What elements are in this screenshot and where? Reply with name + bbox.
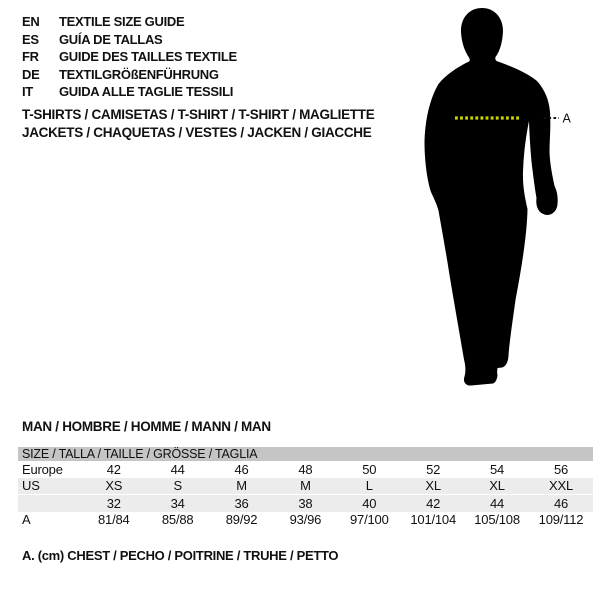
size-cell: 36 (210, 495, 274, 512)
language-label: GUÍA DE TALLAS (59, 31, 163, 47)
row-label-europe: Europe (22, 461, 63, 477)
table-row-numeric (18, 495, 593, 512)
size-table-header-row (18, 447, 593, 461)
garment-category-block (22, 106, 374, 142)
size-cell: L (337, 478, 401, 495)
size-cell: 85/88 (161, 512, 194, 528)
language-label: GUIDE DES TAILLES TEXTILE (59, 49, 237, 65)
size-cell: 56 (553, 461, 569, 477)
size-cell: M (210, 478, 274, 495)
size-cell: 93/96 (289, 512, 322, 528)
table-row-chest-a (18, 512, 593, 529)
size-cell: 81/84 (98, 512, 130, 528)
language-code: EN (22, 14, 40, 29)
size-cell: XL (465, 478, 529, 495)
size-cell: 34 (146, 495, 210, 512)
language-code: FR (22, 49, 39, 65)
size-cell: XS (82, 478, 146, 495)
row-label-us: US (18, 478, 82, 495)
language-label: GUIDA ALLE TAGLIE TESSILI (59, 84, 234, 100)
language-row-en (22, 13, 237, 31)
size-cell: 38 (274, 495, 338, 512)
size-cell: 44 (170, 461, 185, 477)
size-cell: 109/112 (538, 512, 584, 528)
chest-measure-label: A (562, 111, 571, 126)
size-cell: 46 (234, 461, 249, 477)
size-table-header: SIZE / TALLA / TAILLE / GRÖSSE / TAGLIA (18, 447, 593, 461)
size-cell: XXL (529, 478, 593, 495)
language-row-it (22, 83, 237, 101)
size-cell: XL (401, 478, 465, 495)
size-cell: 32 (82, 495, 146, 512)
man-silhouette-figure (400, 0, 600, 400)
measurement-footnote: A. (cm) CHEST / PECHO / POITRINE / TRUHE / PETTO (22, 548, 339, 563)
row-label-a: A (22, 512, 31, 528)
size-cell: 42 (106, 461, 121, 477)
size-cell: 46 (529, 495, 593, 512)
row-label-blank (18, 495, 82, 512)
size-cell: 52 (426, 461, 441, 477)
size-cell: 42 (401, 495, 465, 512)
size-cell: 97/100 (350, 512, 389, 528)
language-label: TEXTILE SIZE GUIDE (59, 14, 185, 29)
language-code: ES (22, 31, 39, 47)
category-line-jackets: JACKETS / CHAQUETAS / VESTES / JACKEN / GIACCHE (22, 125, 372, 140)
language-row-es (22, 31, 237, 49)
size-table (18, 447, 593, 528)
size-cell: 54 (490, 461, 505, 477)
size-cell: 48 (298, 461, 313, 477)
table-row-us (18, 478, 593, 495)
table-row-europe (18, 461, 593, 478)
size-cell: 44 (465, 495, 529, 512)
size-cell: 40 (337, 495, 401, 512)
language-code: IT (22, 84, 33, 100)
section-title-man: MAN / HOMBRE / HOMME / MANN / MAN (22, 419, 271, 434)
language-code: DE (22, 66, 40, 82)
language-row-fr (22, 48, 237, 66)
size-cell: M (274, 478, 338, 495)
size-cell: 50 (362, 461, 377, 477)
language-row-de (22, 66, 237, 84)
size-cell: S (146, 478, 210, 495)
language-guide-list (22, 13, 237, 101)
size-cell: 105/108 (474, 512, 520, 528)
man-silhouette-svg (400, 0, 600, 400)
category-line-tshirts: T-SHIRTS / CAMISETAS / T-SHIRT / T-SHIRT / MAGLIETTE (22, 107, 375, 122)
size-cell: 89/92 (225, 512, 258, 528)
man-silhouette (425, 8, 558, 386)
size-cell: 101/104 (410, 512, 456, 528)
language-label: TEXTILGRÖßENFÜHRUNG (59, 66, 219, 82)
